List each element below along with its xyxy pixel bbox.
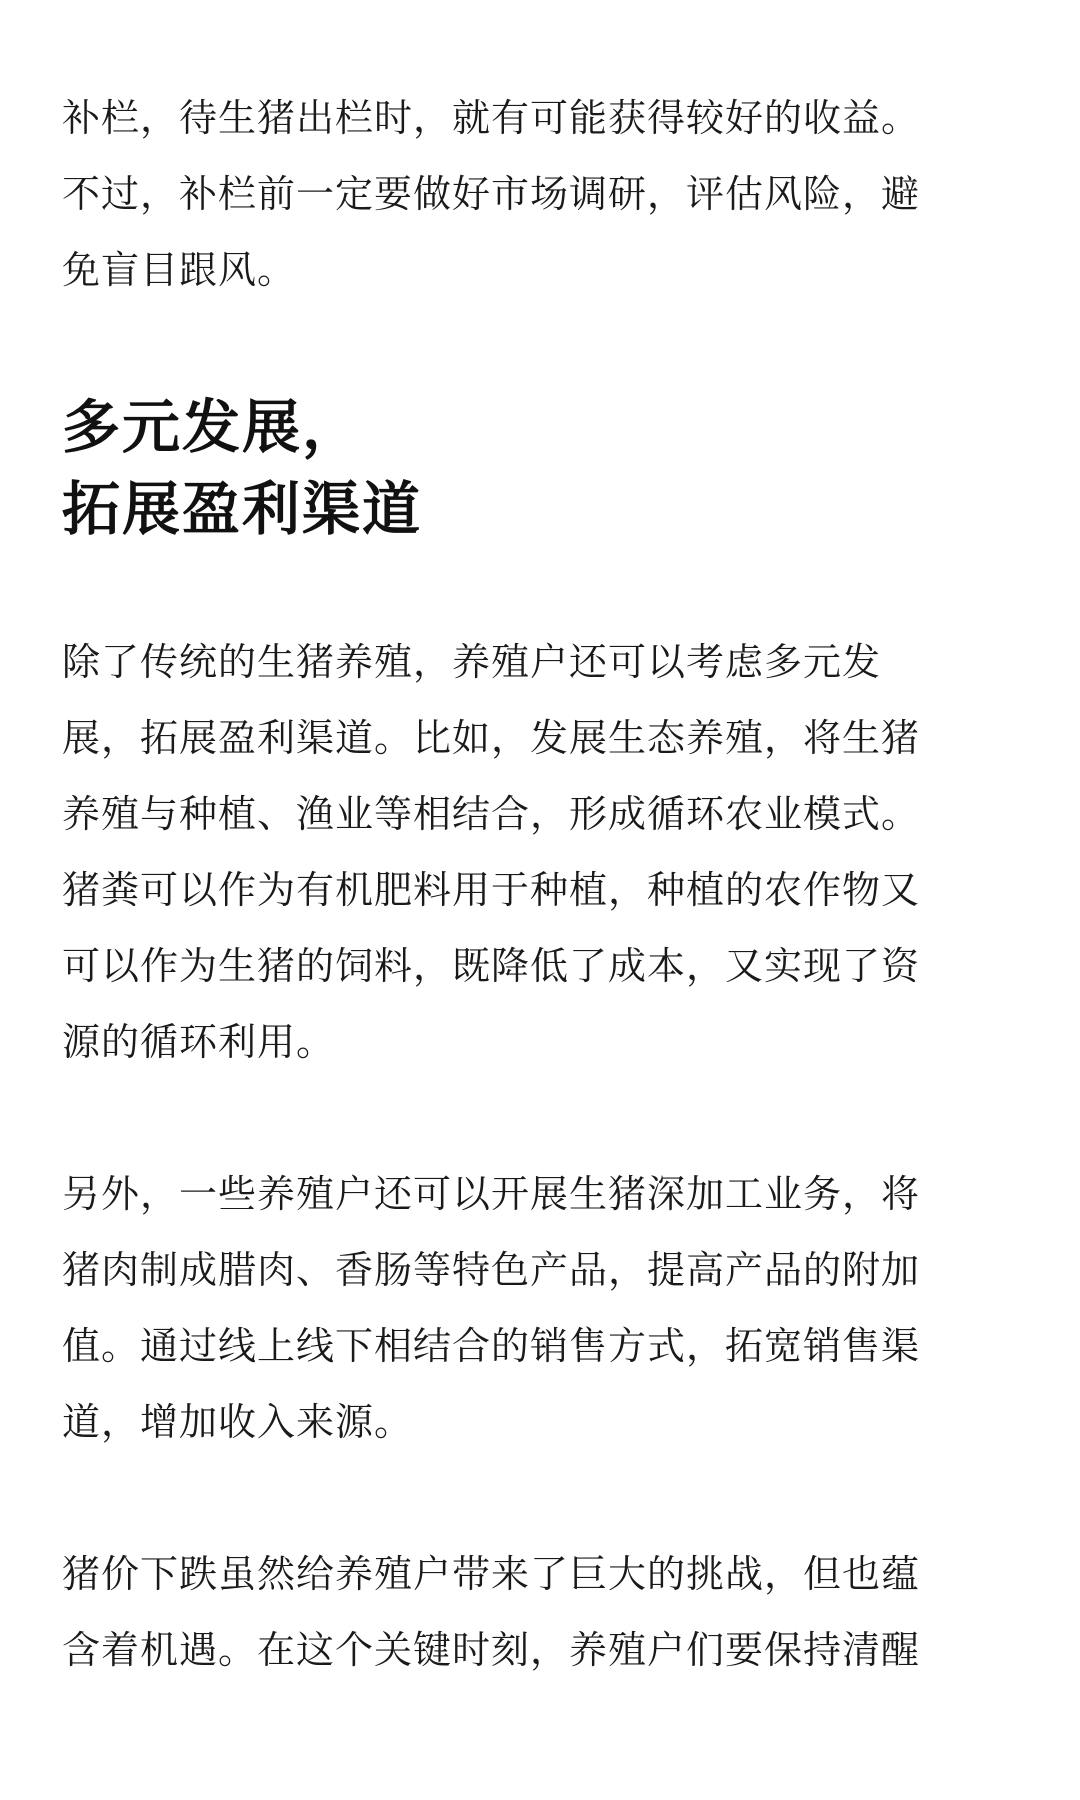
text-line: 猪肉制成腊肉、香肠等特色产品，提高产品的附加 <box>62 1248 921 1292</box>
paragraph-diversification <box>62 624 1022 1080</box>
section-heading <box>62 386 1022 550</box>
text-line: 猪粪可以作为有机肥料用于种植，种植的农作物又 <box>62 868 921 912</box>
text-line: 免盲目跟风。 <box>62 248 297 292</box>
article-body <box>62 80 1022 1688</box>
intro-paragraph <box>62 80 1022 308</box>
text-line: 除了传统的生猪养殖，养殖户还可以考虑多元发 <box>62 640 882 684</box>
text-line: 值。通过线上线下相结合的销售方式，拓宽销售渠 <box>62 1324 921 1368</box>
text-line: 道，增加收入来源。 <box>62 1400 414 1444</box>
text-line: 含着机遇。在这个关键时刻，养殖户们要保持清醒 <box>62 1628 921 1672</box>
text-line: 补栏，待生猪出栏时，就有可能获得较好的收益。 <box>62 96 921 140</box>
heading-line: 拓展盈利渠道 <box>62 475 423 543</box>
text-line: 可以作为生猪的饲料，既降低了成本，又实现了资 <box>62 944 921 988</box>
paragraph-conclusion <box>62 1536 1022 1688</box>
paragraph-processing <box>62 1156 1022 1460</box>
heading-line: 多元发展， <box>62 393 363 461</box>
text-line: 养殖与种植、渔业等相结合，形成循环农业模式。 <box>62 792 921 836</box>
text-line: 猪价下跌虽然给养殖户带来了巨大的挑战，但也蕴 <box>62 1552 921 1596</box>
text-line: 源的循环利用。 <box>62 1020 336 1064</box>
text-line: 展，拓展盈利渠道。比如，发展生态养殖，将生猪 <box>62 716 921 760</box>
text-line: 另外，一些养殖户还可以开展生猪深加工业务，将 <box>62 1172 921 1216</box>
text-line: 不过，补栏前一定要做好市场调研，评估风险，避 <box>62 172 921 216</box>
